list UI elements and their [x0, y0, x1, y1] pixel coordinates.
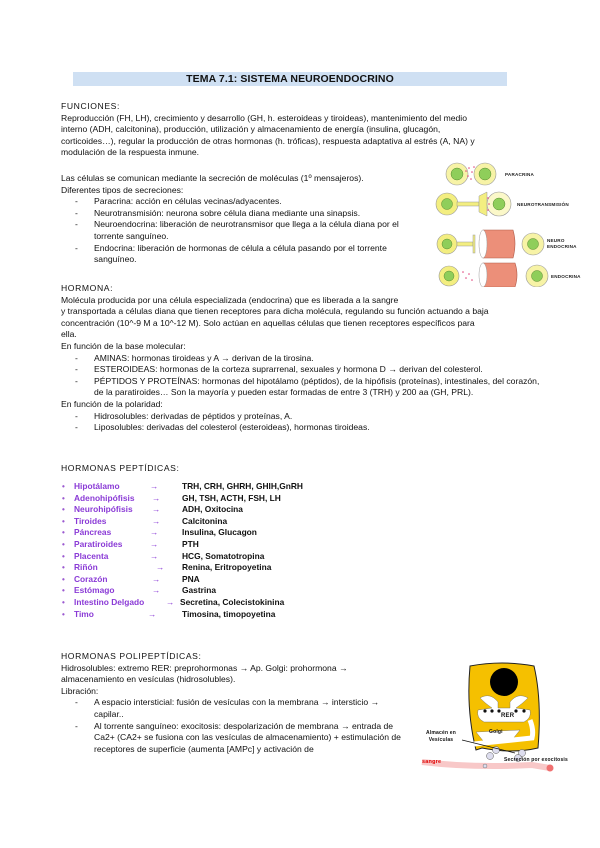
funciones-line: Reproducción (FH, LH), crecimiento y desarrollo (GH, h. esteroideas y tiroideas), mantenimiento del medio	[61, 112, 467, 123]
bullet-icon: •	[62, 516, 65, 526]
organ-name: Intestino Delgado →	[74, 596, 175, 607]
hormone-list: GH, TSH, ACTH, FSH, LH	[182, 492, 281, 503]
bullet-icon: •	[62, 586, 65, 596]
hormona-section	[61, 283, 541, 434]
peptide-row	[62, 481, 303, 493]
peptide-row	[62, 597, 303, 609]
bullet-icon: •	[62, 505, 65, 515]
funciones-line: interno (ADH, calcitonina), producción, utilización y almacenamiento de energía (insulina, glucagón,	[61, 124, 441, 135]
page-title: TEMA 7.1: SISTEMA NEUROENDOCRINO	[73, 72, 507, 86]
secreciones-list	[61, 196, 406, 266]
organ-name: Paratiroides →	[74, 538, 159, 549]
peptide-row	[62, 493, 303, 505]
secreciones-section	[61, 173, 406, 266]
label-neurotransmision: NEUROTRANSMISIÓN	[517, 202, 569, 207]
polipeptidicas-heading: HORMONAS POLIPEPTÍDICAS:	[61, 651, 202, 661]
funciones-section	[61, 101, 531, 159]
peptide-row	[62, 527, 303, 539]
label-rer: RER	[501, 713, 515, 719]
organ-name: Tiroides →	[74, 515, 161, 526]
organ-name: Páncreas →	[74, 527, 159, 538]
label-almacen-vesiculas: Almacén en Vesículas	[425, 730, 457, 743]
hormona-definition-line: Molécula producida por una célula especializada (endocrina) que es liberada a la sangre	[61, 294, 399, 305]
label-secrecion-exocitosis: Secreción por exocitosis	[504, 757, 568, 763]
arrow-right-icon: →	[150, 481, 159, 491]
peptidicas-list	[62, 481, 303, 620]
peptide-row	[62, 609, 303, 621]
comunicacion-intro: Las células se comunican mediante la secreción de moléculas (1º mensajeros).	[61, 173, 364, 183]
polaridad-heading: En función de la polaridad:	[61, 398, 163, 409]
hormone-list: Calcitonina	[182, 515, 228, 526]
arrow-right-icon: →	[156, 562, 165, 573]
hormona-definition-line: concentración (10^-9 M a 10^-12 M). Solo actúan en aquellas células que tienen receptores específicos para	[61, 317, 475, 328]
organ-name: Riñón →	[74, 562, 165, 573]
bullet-icon: •	[62, 563, 65, 573]
list-item: - A espacio intersticial: fusión de vesículas con la membrana → intersticio → capilar..	[61, 697, 411, 720]
arrow-right-icon: →	[152, 585, 161, 596]
hormone-list: Timosina, timopoyetina	[182, 608, 276, 619]
bullet-icon: •	[62, 482, 65, 491]
polipeptidicas-line: Hidrosolubles: extremo RER: preprohormonas → Ap. Golgi: prohormona →	[61, 662, 348, 673]
hormona-definition-line: ella.	[61, 329, 77, 340]
polipeptidicas-line: almacenamiento en vesículas (hidrosolubles).	[61, 674, 236, 685]
organ-name: Hipotálamo →	[74, 481, 159, 491]
hormone-list: HCG, Somatotropina	[182, 550, 265, 561]
arrow-right-icon: →	[166, 596, 175, 607]
hormone-list: PTH	[182, 538, 199, 549]
peptide-row	[62, 539, 303, 551]
peptide-row	[62, 551, 303, 563]
hormone-list: Gastrina	[182, 585, 216, 596]
list-item: - ESTEROIDEAS: hormonas de la corteza suprarrenal, sexuales y hormona D → derivan del colesterol.	[61, 364, 541, 376]
peptidicas-heading: HORMONAS PEPTÍDICAS:	[61, 463, 180, 473]
list-item: - Neuroendocrina: liberación de neurotransmisor que llega a la célula diana por el torrente sanguíneo.	[61, 219, 406, 242]
organ-name: Estómago →	[74, 585, 161, 596]
secretory-cell-diagram	[412, 660, 592, 780]
liberacion-heading: Libración:	[61, 685, 99, 696]
arrow-right-icon: →	[152, 492, 161, 503]
hormona-heading: HORMONA:	[61, 283, 114, 293]
arrow-right-icon: →	[148, 608, 157, 619]
secreciones-subheading: Diferentes tipos de secreciones:	[61, 184, 184, 195]
hormone-list: Secretina, Colecistokinina	[180, 596, 285, 607]
bullet-icon: •	[62, 528, 65, 538]
funciones-line: corticoides…), regular la producción de otras hormonas (h. tróficas), respuesta adaptativa al estrés (A, NA) y	[61, 135, 475, 146]
hormone-list: Insulina, Glucagon	[182, 527, 257, 538]
base-molecular-list	[61, 353, 541, 399]
arrow-right-icon: →	[150, 550, 159, 561]
arrow-right-icon: →	[152, 515, 161, 526]
peptide-row	[62, 504, 303, 516]
list-item: - AMINAS: hormonas tiroideas y A → derivan de la tirosina.	[61, 353, 541, 365]
list-item: - Liposolubles: derivadas del colesterol (esteroideas), hormonas tiroideas.	[61, 422, 541, 434]
liberacion-list	[61, 697, 411, 755]
arrow-right-icon: →	[150, 538, 159, 549]
bullet-icon: •	[62, 597, 65, 607]
hormone-list: Renina, Eritropoyetina	[182, 562, 272, 573]
list-item: - Endocrina: liberación de hormonas de célula a célula pasando por el torrente sanguíneo.	[61, 243, 406, 266]
hormona-definition-line: y transportada a células diana que tienen receptores para dicha molécula, regulando su función actuando a baja	[61, 306, 489, 317]
arrow-right-icon: →	[152, 504, 161, 515]
bullet-icon: •	[62, 493, 65, 503]
bullet-icon: •	[62, 551, 65, 561]
organ-name: Neurohipófisis →	[74, 504, 161, 515]
peptide-row	[62, 516, 303, 528]
label-paracrina: PARACRINA	[505, 172, 535, 177]
hormone-list: PNA	[182, 573, 200, 584]
label-neuroendocrina: NEURO ENDOCRINA	[547, 238, 577, 249]
list-item: - Paracrina: acción en células vecinas/adyacentes.	[61, 196, 406, 208]
peptide-row	[62, 585, 303, 597]
organ-name: Placenta →	[74, 550, 159, 561]
funciones-heading: FUNCIONES:	[61, 101, 120, 111]
secretion-illustration	[435, 162, 595, 287]
polipeptidicas-section	[61, 651, 411, 755]
funciones-line: modulación de la respuesta inmune.	[61, 147, 200, 158]
hormone-list: TRH, CRH, GHRH, GHIH,GnRH	[182, 481, 303, 491]
arrow-right-icon: →	[152, 573, 161, 584]
bullet-icon: •	[62, 574, 65, 584]
list-item: - Al torrente sanguíneo: exocitosis: despolarización de membrana → entrada de Ca2+ (CA2+ se fusiona con las vesículas de almacenamiento) + estimulación de receptores de superficie (aumenta [AMPc] y activación de	[61, 721, 411, 756]
label-golgi: Golgi	[489, 729, 503, 735]
hormone-list: ADH, Oxitocina	[182, 504, 243, 515]
label-endocrina: ENDOCRINA	[551, 274, 581, 279]
peptide-row	[62, 574, 303, 586]
organ-name: Adenohipófisis →	[74, 492, 161, 503]
bullet-icon: •	[62, 539, 65, 549]
list-item: - Hidrosolubles: derivadas de péptidos y proteínas, A.	[61, 411, 541, 423]
peptide-row	[62, 562, 303, 574]
arrow-right-icon: →	[150, 527, 159, 538]
label-sangre: sangre	[422, 759, 442, 765]
base-molecular-heading: En función de la base molecular:	[61, 340, 186, 351]
polaridad-list	[61, 411, 541, 434]
bullet-icon: •	[62, 609, 65, 619]
secretion-types-diagram	[435, 162, 595, 287]
organ-name: Timo →	[74, 608, 157, 619]
organ-name: Corazón →	[74, 573, 161, 584]
list-item: - PÉPTIDOS Y PROTEÍNAS: hormonas del hipotálamo (péptidos), de la hipófisis (proteínas), intestinales, del corazón, de la paratiroides… Son la mayoría y pueden estar formadas de entre 3 (TRH) y 200 aa (GH, PRL).	[61, 376, 541, 399]
list-item: - Neurotransmisión: neurona sobre célula diana mediante una sinapsis.	[61, 208, 406, 220]
